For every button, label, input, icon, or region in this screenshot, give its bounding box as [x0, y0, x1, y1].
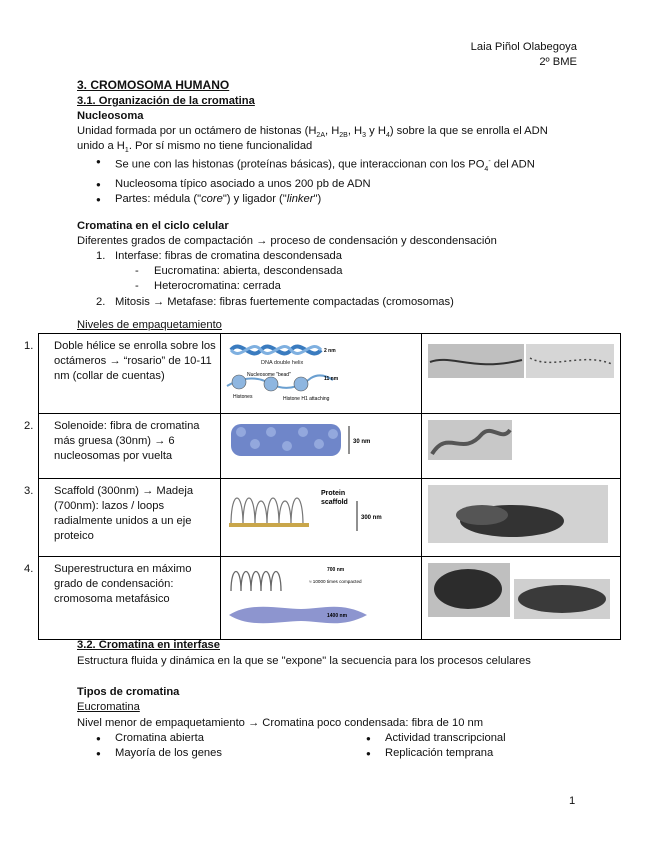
list-item: ● Actividad transcripcional: [366, 732, 506, 744]
scaffold-diagram: [221, 479, 421, 551]
eucromatina-bullets-left: [96, 731, 222, 761]
level-text-cell: 3. Scaffold (300nm) → Madeja (700nm): lazos / loops radialmente unidos a un eje proteico: [39, 479, 221, 557]
table-row: [39, 557, 621, 640]
nucleosoma-heading: Nucleosoma: [77, 110, 144, 122]
level-diagram-cell: [221, 334, 422, 414]
tipos-heading: Tipos de cromatina: [77, 686, 180, 698]
level-micrograph-cell: [422, 334, 621, 414]
svg-text:≈ 10000 times compacted: ≈ 10000 times compacted: [309, 579, 362, 584]
micrograph-chromosome: [422, 557, 620, 634]
solenoid-diagram: [221, 414, 421, 473]
svg-text:2 nm: 2 nm: [324, 348, 336, 354]
course-label: 2º BME: [539, 56, 577, 68]
micrograph-scaffold: [422, 479, 620, 551]
level-diagram-cell: [221, 414, 422, 479]
eucromatina-heading: Eucromatina: [77, 701, 140, 713]
svg-text:Histones: Histones: [233, 394, 253, 400]
table-row: [39, 479, 621, 557]
level-micrograph-cell: [422, 479, 621, 557]
section-3-1-title: 3.1. Organización de la cromatina: [77, 95, 255, 107]
eucromatina-line: Nivel menor de empaquetamiento → Cromatina poco condensada: fibra de 10 nm: [77, 717, 484, 729]
ciclo-item-1: 1. Interfase: fibras de cromatina descondensada: [96, 250, 342, 262]
list-item: ● Cromatina abierta: [96, 732, 204, 744]
svg-text:scaffold: scaffold: [321, 499, 348, 506]
svg-text:11 nm: 11 nm: [324, 376, 339, 382]
section-3-title: 3. CROMOSOMA HUMANO: [77, 78, 230, 92]
level-micrograph-cell: [422, 557, 621, 640]
level-diagram-cell: [221, 557, 422, 640]
nucleosoma-line-2: unido a $H_1$. Por sí mismo no tiene funcionalidad: [77, 140, 313, 155]
level-text-cell: 1. Doble hélice se enrolla sobre los octámeros → “rosario” de 10-11 nm (collar de cuentas): [39, 334, 221, 414]
ciclo-subitem-2: - Heterocromatina: cerrada: [135, 280, 281, 292]
svg-text:300 nm: 300 nm: [361, 515, 382, 521]
svg-text:700 nm: 700 nm: [327, 567, 345, 573]
eucromatina-bullets-right: [366, 731, 506, 761]
section-3-2-title: 3.2. Cromatina en interfase: [77, 639, 221, 651]
table-row: [39, 334, 621, 414]
table-row: [39, 414, 621, 479]
level-micrograph-cell: [422, 414, 621, 479]
svg-text:1400 nm: 1400 nm: [327, 613, 348, 619]
ciclo-item-2: 2. Mitosis → Metafase: fibras fuertemente compactadas (cromosomas): [96, 296, 454, 308]
list-item: ● Se une con las histonas (proteínas básicas), que interaccionan con los $PO_4^-$ del ADN: [96, 157, 535, 173]
list-item: ● Partes: médula ("core") y ligador ("linker"): [96, 192, 322, 205]
level-text-cell: 4. Superestructura en máximo grado de condensación: cromosoma metafásico: [39, 557, 221, 640]
list-item: ● Nucleosoma típico asociado a unos 200 pb de ADN: [96, 177, 371, 190]
nucleosoma-bullets: [96, 154, 535, 207]
nucleosoma-line-1: Unidad formada por un octámero de histonas ($H_{2A}$, $H_{2B}$, $H_3$ y $H_4$) sobre la que se enrolla el ADN: [77, 125, 548, 140]
svg-text:DNA double helix: DNA double helix: [261, 360, 304, 366]
niveles-table: [24, 333, 621, 640]
ciclo-subitem-1: - Eucromatina: abierta, descondensada: [135, 265, 343, 277]
ciclo-intro: Diferentes grados de compactación → proceso de condensación y descondensación: [77, 235, 497, 247]
chromosome-diagram: [221, 557, 421, 634]
nucleosome-diagram: [221, 334, 421, 408]
niveles-caption: Niveles de empaquetamiento: [77, 319, 222, 331]
svg-text:Nucleosome "bead": Nucleosome "bead": [247, 372, 291, 378]
svg-text:30 nm: 30 nm: [353, 439, 371, 445]
svg-text:Protein: Protein: [321, 490, 346, 497]
page-number: 1: [569, 795, 576, 807]
section-3-2-intro: Estructura fluida y dinámica en la que se "expone" la secuencia para los procesos celulares: [77, 655, 531, 667]
micrograph-fiber: [422, 414, 620, 473]
level-text-cell: 2. Solenoide: fibra de cromatina más gruesa (30nm) → 6 nucleosomas por vuelta: [39, 414, 221, 479]
list-item: ● Replicación temprana: [366, 747, 494, 759]
list-item: ● Mayoría de los genes: [96, 747, 222, 759]
ciclo-heading: Cromatina en el ciclo celular: [77, 220, 229, 232]
micrograph-beads: [422, 334, 620, 408]
level-diagram-cell: [221, 479, 422, 557]
author-name: Laia Piñol Olabegoya: [470, 41, 577, 53]
svg-text:Histone H1 attaching: Histone H1 attaching: [283, 396, 330, 402]
